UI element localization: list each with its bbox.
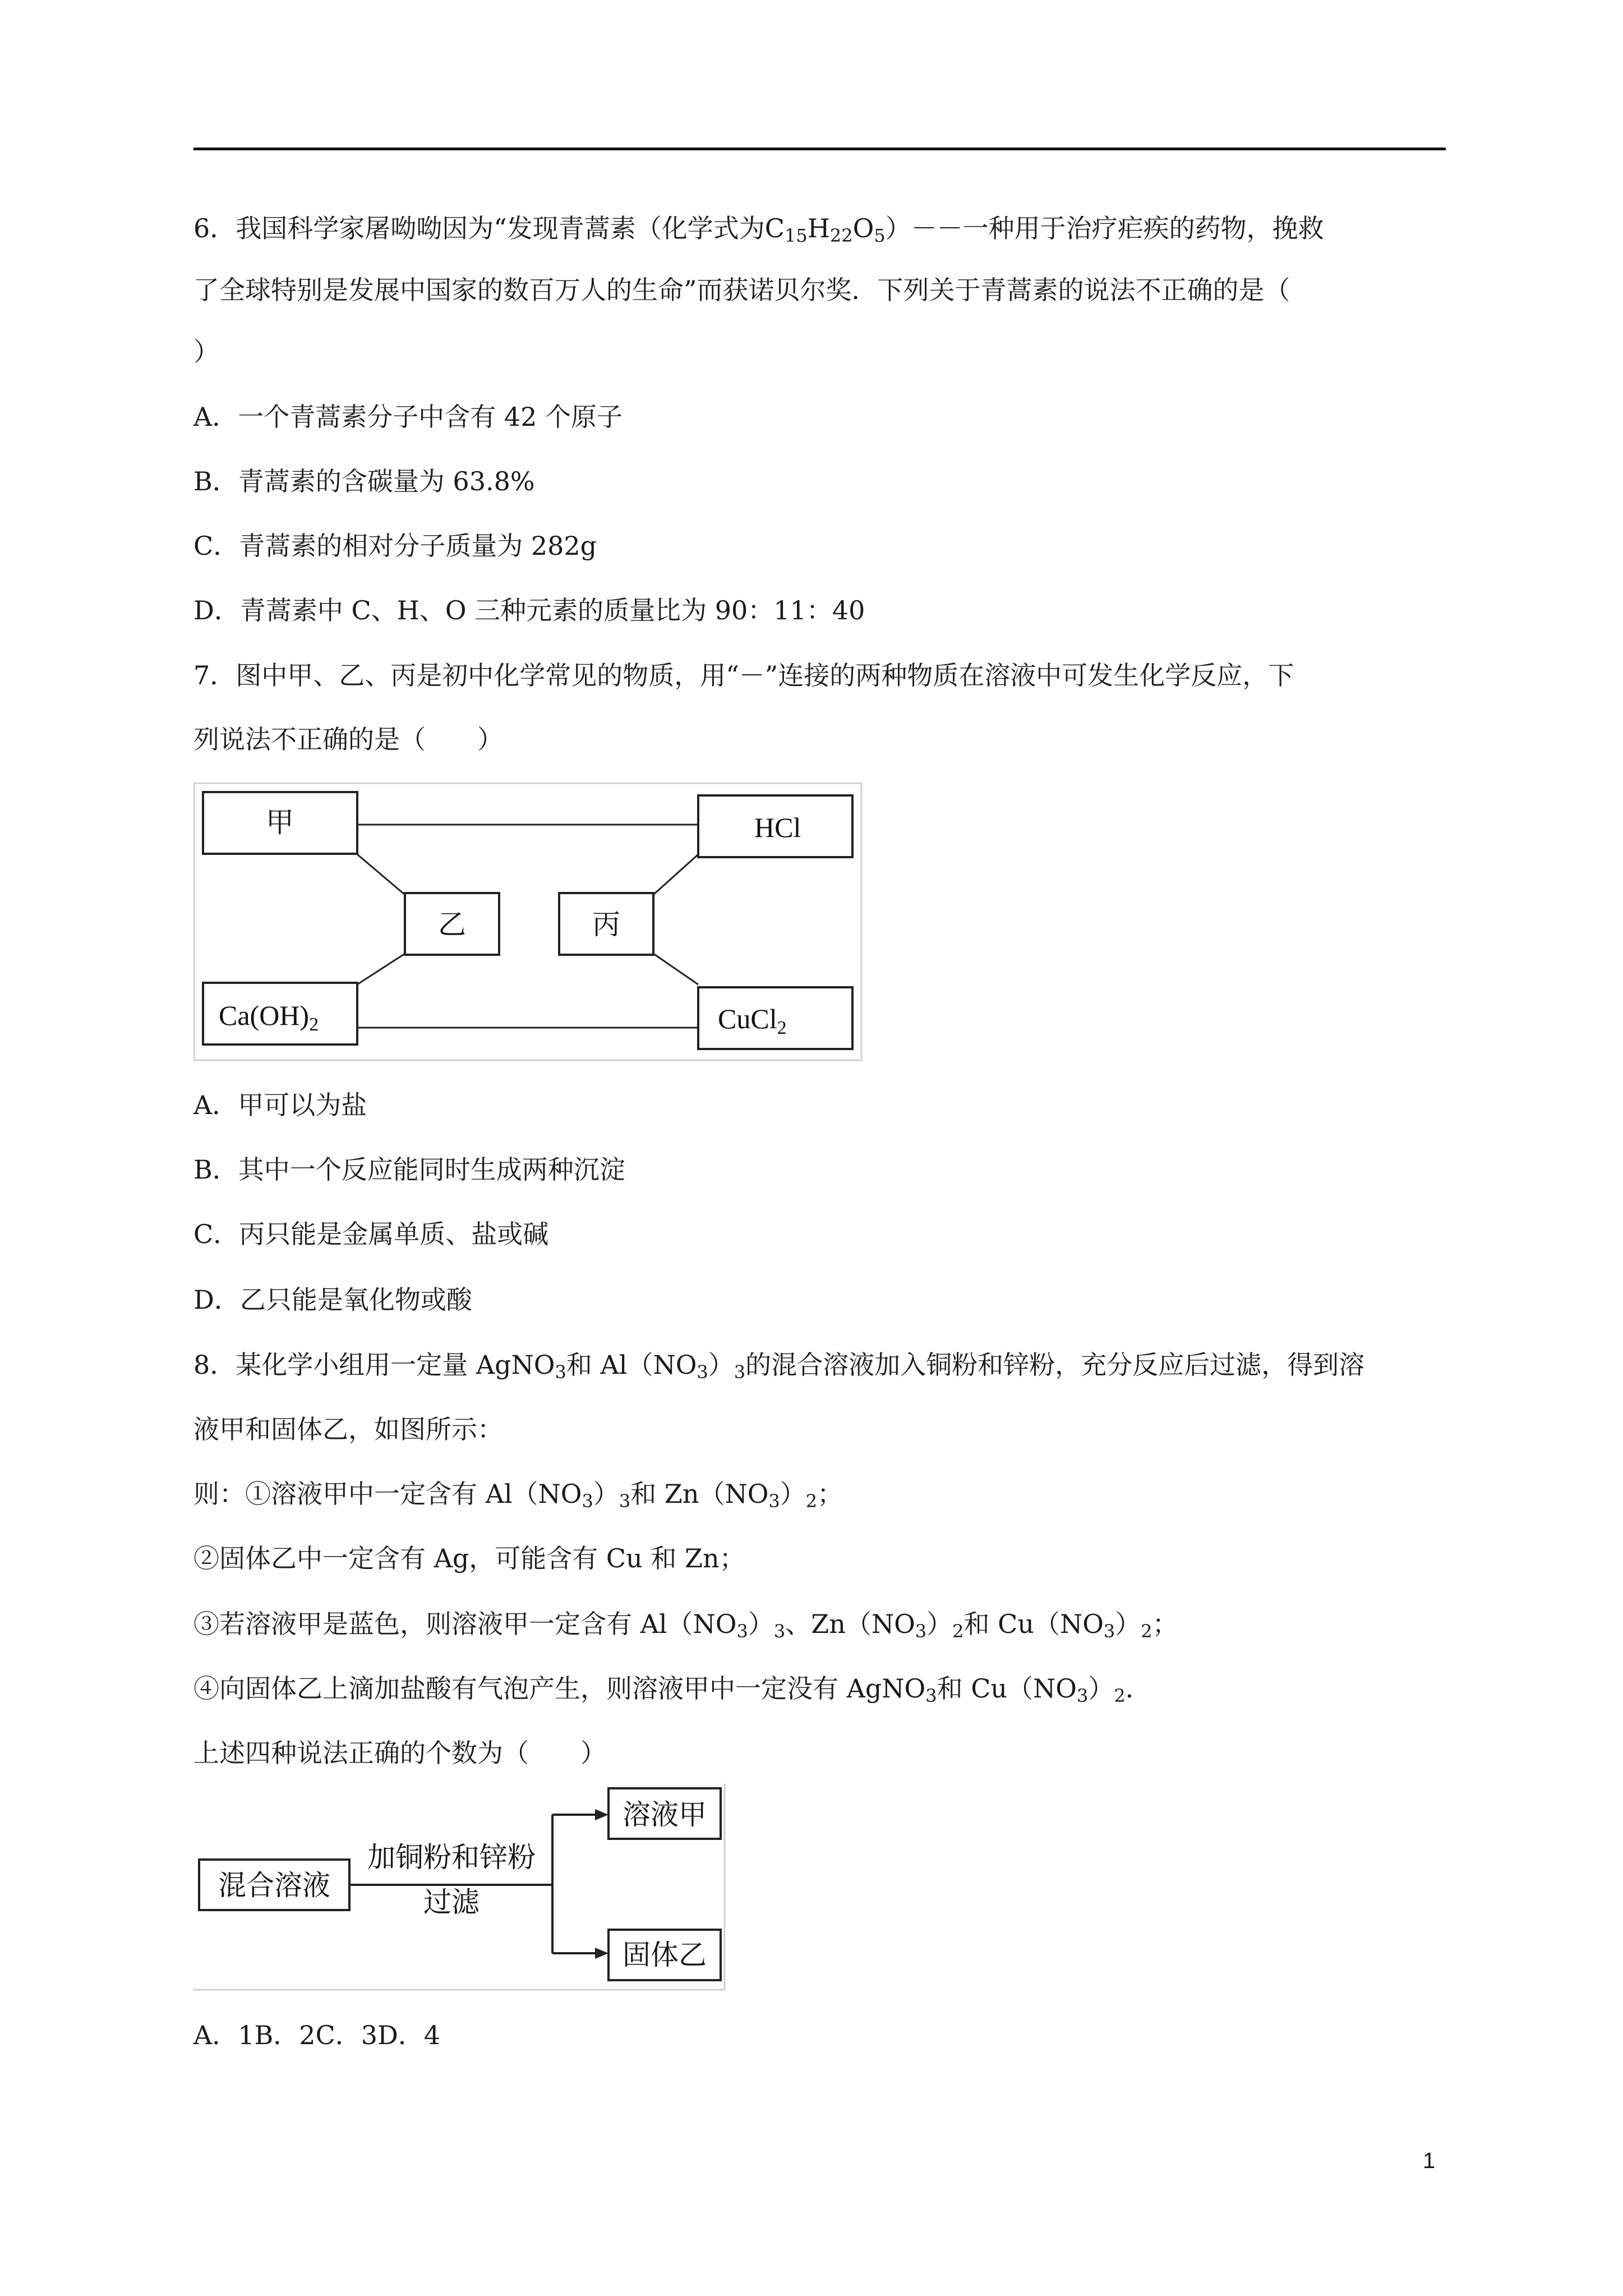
- q6-line2: 了全球特别是发展中国家的数百万人的生命”而获诺贝尔奖．下列关于青蒿素的说法不正确的是（: [193, 275, 1290, 305]
- q7-option-d: D．乙只能是氧化物或酸: [193, 1285, 472, 1315]
- label-jia: 甲: [266, 807, 294, 838]
- q8-process-diagram: [193, 1784, 726, 1991]
- q8-option-c: C．3: [315, 2020, 378, 2050]
- arrow-to-solid-yi: [595, 1948, 608, 1959]
- q8-line1: 8．某化学小组用一定量 AgNO$_3$和 $Al(NO_3)_3$的混合溶液加入铜粉和锌粉，充分反应后过滤，得到溶: [193, 1350, 1365, 1383]
- q6-line3: ）: [193, 337, 219, 367]
- q6-formula: $C_{15}H_{22}O_5$: [764, 213, 886, 246]
- label-bing: 丙: [592, 909, 620, 940]
- q6-option-c: C．青蒿素的相对分子质量为 282g: [193, 531, 597, 561]
- q8-options: [193, 2018, 440, 2052]
- q8-statement-3: ③若溶液甲是蓝色，则溶液甲一定含有 $Al(NO_3)_3$、$Zn(NO_3)_2$和 $Cu(NO_3)_2$；: [193, 1609, 1178, 1642]
- q8-option-d: D．4: [377, 2020, 441, 2050]
- page-number: 1: [1423, 2148, 1436, 2173]
- arrow-to-solution-jia: [595, 1809, 608, 1820]
- q8-line2: 液甲和固体乙，如图所示：: [193, 1414, 503, 1444]
- q7-line1: 7．图中甲、乙、丙是初中化学常见的物质，用“－”连接的两种物质在溶液中可发生化学反应，下: [193, 660, 1294, 691]
- label-mixed-solution: 混合溶液: [218, 1870, 330, 1901]
- q7-option-a: A．甲可以为盐: [193, 1090, 367, 1120]
- q7-reaction-diagram: [193, 783, 864, 1063]
- q8-option-b: B．2: [254, 2020, 316, 2050]
- q7-line2: 列说法不正确的是（ ）: [193, 724, 503, 754]
- q6-line1: [193, 211, 1324, 245]
- q6-option-a: A．一个青蒿素分子中含有 42 个原子: [193, 402, 623, 432]
- q6-text-b: ）－－一种用于治疗疟疾的药物，挽救: [885, 213, 1324, 243]
- q8-statement-4: ④向固体乙上滴加盐酸有气泡产生，则溶液甲中一定没有 AgNO$_3$和 $Cu(NO_3)_2$．: [193, 1673, 1151, 1706]
- q8-option-a: A．1: [193, 2020, 255, 2050]
- label-solid-yi: 固体乙: [623, 1939, 707, 1971]
- header-rule: [193, 148, 1446, 150]
- q6-option-b: B．青蒿素的含碳量为 63.8%: [193, 466, 535, 496]
- label-add-powder: 加铜粉和锌粉: [367, 1842, 536, 1873]
- label-cucl2: CuCl$_2$: [718, 1003, 787, 1038]
- q7-option-c: C．丙只能是金属单质、盐或碱: [193, 1219, 549, 1249]
- q8-question: 上述四种说法正确的个数为（ ）: [193, 1738, 606, 1768]
- q7-option-b: B．其中一个反应能同时生成两种沉淀: [193, 1154, 625, 1185]
- label-yi: 乙: [438, 909, 466, 940]
- q8-statement-2: ②固体乙中一定含有 Ag，可能含有 Cu 和 Zn；: [193, 1543, 745, 1573]
- label-caoh2: $Ca(OH)_2$: [219, 1000, 319, 1035]
- label-filter: 过滤: [423, 1887, 479, 1918]
- label-hcl: HCl: [754, 812, 801, 843]
- q8-statement-1: 则：①溶液甲中一定含有 $Al(NO_3)_3$和 $Zn(NO_3)_2$；: [193, 1479, 843, 1512]
- q6-option-d: D．青蒿素中 C、H、O 三种元素的质量比为 90：11：40: [193, 595, 865, 625]
- q6-text-a: 6．我国科学家屠呦呦因为“发现青蒿素（化学式为: [193, 213, 765, 243]
- label-solution-jia: 溶液甲: [623, 1799, 707, 1830]
